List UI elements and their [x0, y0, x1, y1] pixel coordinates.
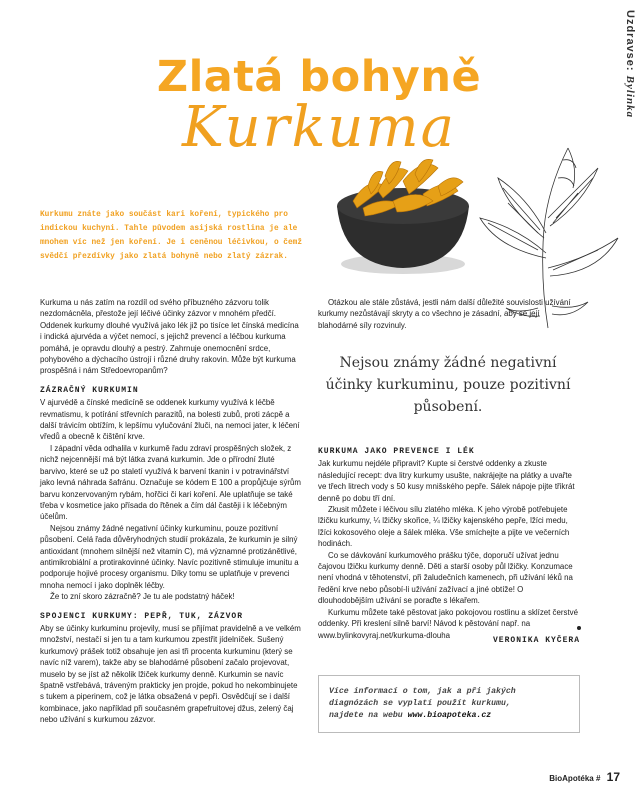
right-column-body — [318, 438, 580, 641]
info-box — [318, 675, 580, 733]
left-paragraph-5: Že to zní skoro zázračně? Je tu ale podstatný háček! — [50, 592, 235, 602]
right-paragraph-3: Zkusit můžete i léčivou sílu zlatého mléka. K jeho výrobě potřebujete lžičku kurkumy, ¼ lžičky skořice, ¼ lžičky kajenského pepře, lžíci medu, lžíci kokosového oleje a šálek mléka. Vše smíchejte a pijte ve večerních hodinách. — [318, 505, 570, 549]
right-paragraph-5: Kurkumu můžete také pěstovat jako pokojovou rostlinu a sklízet čerstvé oddenky. Při kreslení silně barví! Návod k pěstování např. na www.bylinkovyraj.net/kurkuma-dlouha — [318, 607, 578, 640]
section-label-b: Bylinka — [624, 75, 636, 119]
left-column — [40, 297, 302, 726]
turmeric-bowl-image — [323, 146, 483, 280]
author-dot — [577, 626, 581, 630]
info-line-1: Více informací o tom, jak a při jakých — [329, 687, 516, 696]
right-paragraph-2: Jak kurkumu nejdéle připravit? Kupte si čerstvé oddenky a zkuste následující recept: dva litry kurkumy usušte, nakrájejte na plátky a uvařte ve třech litrech vody s 50 kusy mnišského pepře. Sálek nápoje pijte třikrát denně po dobu tří dní. — [318, 459, 575, 503]
section-label-a: Uzdravse: — [624, 10, 636, 72]
intro-text: Kurkumu znáte jako součást kari koření, typického pro indickou kuchyni. Tahle původem asijská rostlina je ale mnohem víc než jen koření. Je i ceněnou léčivkou, o čemž svědčí přezdívky jako zlatá bohyně nebo zlatý zázrak. — [40, 211, 303, 261]
right-heading-1: KURKUMA JAKO PREVENCE I LÉK — [318, 447, 475, 456]
title-line-2: Kurkuma — [182, 95, 456, 160]
footer-separator: # — [595, 774, 601, 783]
info-line-3-prefix: najdete na webu — [329, 711, 408, 720]
author-name: VERONIKA KYČERA — [492, 636, 580, 645]
footer-brand: BioApotéka — [549, 774, 594, 783]
right-paragraph-4: Co se dávkování kurkumového prášku týče, doporučí užívat jednu čajovou lžičku kurkumy denně. Děti a starší osoby půl lžičky. Konzumace není vhodná v těhotenství, při žaludečních kamenech, při užívání léků na ředění krve nebo působí-li užívání zažívací a jiné obtíže! O dlouhodobějším užívání se poraďte s lékařem. — [318, 550, 573, 606]
info-line-2: diagnózách se vyplatí použít kurkumu, — [329, 699, 511, 708]
page-number: 17 — [606, 770, 620, 784]
page-footer — [520, 770, 620, 784]
website-link[interactable]: www.bioapoteka.cz — [407, 711, 492, 720]
left-paragraph-3: I západní věda odhalila v kurkumě řadu zdraví prospěšných složek, z nichž nejcennější má být látka zvaná kurkumin. Jde o přírodní žluté barvivo, které se už po staletí využívá k barvení tkanin i v potravinářství jako levná náhrada šafránu. Označuje se kódem E 100 a propůjčuje sýrům barvu konzervovaným rybám, hořčici či kari koření. Ale uplatňuje se také třeba v kosmetice jako přísada do řtěnek a čím dál častěji i k léčebným účelům. — [40, 443, 301, 522]
left-heading-1: ZÁZRAČNÝ KURKUMIN — [40, 385, 139, 395]
title-line-1: Zlatá bohyně — [156, 52, 482, 102]
right-paragraph-1: Otázkou ale stále zůstává, jestli nám další důležité souvislosti užívání kurkumy nezůstávají skryty a co všechno je zásadní, aby se její blahodárné síly rozvinuly. — [318, 298, 571, 330]
left-paragraph-6: Aby se účinky kurkuminu projevily, musí se přijímat pravidelně a ve velkém množství, nestačí si jen tu a tam kurkumou zpestřit jídelníček. Sušený kurkumový prášek totiž obsahuje jen asi tři procenta kurkuminu (který se navíc níž varem), takže aby se blahodárné působení začalo projevovat, muselo by se jíst až několik lžiček kurkumy denně. Kurkumin se navíc špatně vstřebává, tráveným prakticky jen projde, pokud ho nekombinujete s tukem a piperinem, což je látka obsažená v pepři. Osvědčují se i další kombinace, jako například při současném grapefruitovej džus, zelený čaj nebo užívání s kurkumou zázvor. — [40, 623, 301, 725]
left-paragraph-4: Nejsou známy žádné negativní účinky kurkuminu, pouze pozitivní působení. Celá řada důvěryhodných studií prokázala, že kurkumin je silný antioxidant (mnohem silnější než vitamin C), má významné protizánětlivé, antimikrobiální a protirakovinné účinky. Navíc pozitivně stimuluje imunitu a podporuje hojivé procesy organismu. Díky tomu se uplatňuje v prevenci mnoha nemocí i jako doplněk léčby. — [40, 523, 299, 590]
pull-quote: Nejsou známy žádné negativní účinky kurkuminu, pouze pozitivní působení. — [325, 355, 571, 415]
left-paragraph-2: V ajurvédě a čínské medicíně se oddenek kurkumy využívá k léčbě revmatismu, k potírání střevních parazitů, na bolesti zubů, proti zácpě a další trávicím obtížím, k lepšímu vylučování žluči, na nemoci jater, k léčení vředů a obecně k čištění krve. — [40, 398, 300, 442]
left-heading-2: SPOJENCI KURKUMY: PEPŘ, TUK, ZÁZVOR — [40, 611, 244, 621]
right-column-top — [318, 297, 580, 331]
info-line-3 — [329, 710, 569, 722]
left-paragraph-1: Kurkuma u nás zatím na rozdíl od svého příbuzného zázvoru tolik nezdomácněla, přestože její léčivé účinky zázvor v mnohém předčí. Oddenek kurkumy dlouhé využívá jako lék již po tisíce let čínská medicína i indická ajurvéda a výčet nemocí, s jejichž prevencí a léčbou kurkuma pomáhá, je opravdu dlouhý a pestrý. Zahrnuje onemocnění srdce, pohybového a dýchacího ústrojí i různé druhy rakovin. Může být kurkuma prospěšná i nám Středoevropanům? — [40, 298, 299, 376]
